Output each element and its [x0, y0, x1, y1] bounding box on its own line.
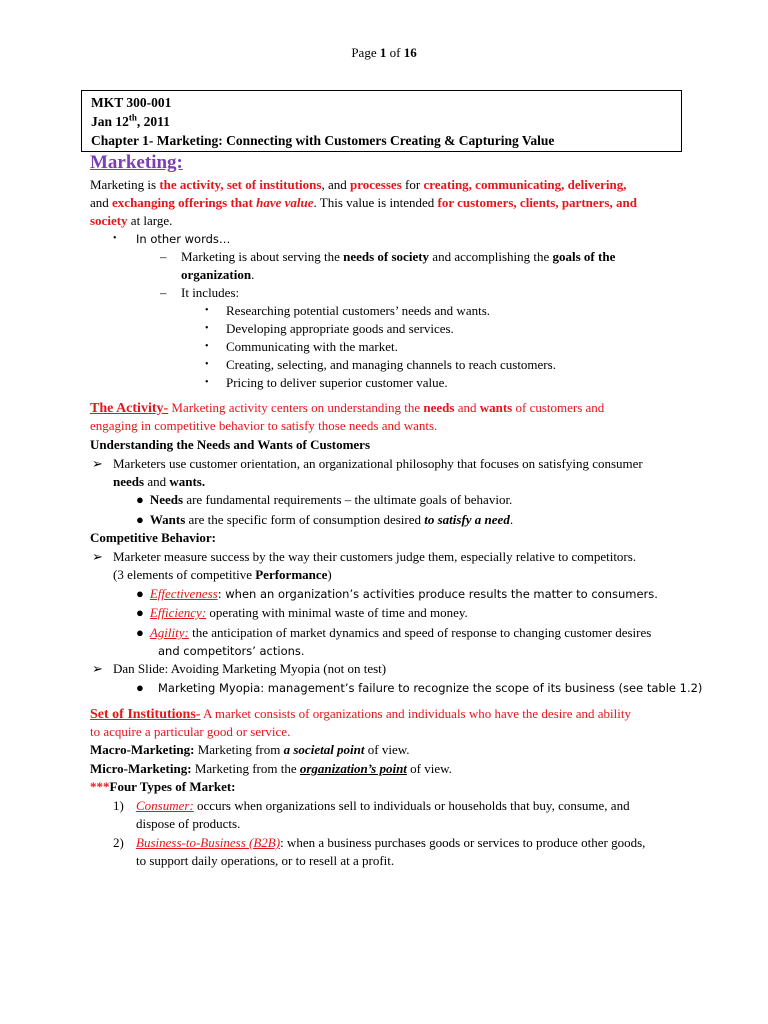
agility-item-line-1: Agility: the anticipation of market dynamics and speed of response to changing customer desires: [149, 625, 652, 640]
disc-bullet-icon: ●: [136, 586, 144, 601]
other-words: In other words…: [136, 232, 231, 246]
competitive-heading: Competitive Behavior:: [90, 530, 217, 545]
includes-item: Pricing to deliver superior customer value.: [226, 375, 448, 390]
dash-icon: –: [160, 249, 167, 264]
customer-orientation-line-1: Marketers use customer orientation, an organizational philosophy that focuses on satisfying consumer: [113, 456, 643, 471]
bullet-dot-icon: •: [205, 323, 209, 334]
bullet-dot-icon: •: [205, 305, 209, 316]
customer-orientation-line-2: needs and wants.: [113, 474, 206, 489]
agility-item-line-2: and competitors’ actions.: [158, 644, 305, 658]
disc-bullet-icon: ●: [136, 680, 144, 695]
it-includes: It includes:: [181, 285, 240, 300]
bullet-dot-icon: •: [205, 341, 209, 352]
page-total: 16: [403, 45, 417, 60]
disc-bullet-icon: ●: [136, 492, 144, 507]
type-b2b-line-1: Business-to-Business (B2B): when a business purchases goods or services to produce other goods,: [136, 835, 646, 850]
chapter-title: Chapter 1- Marketing: Connecting with Customers Creating & Capturing Value: [91, 133, 555, 148]
includes-item: Communicating with the market.: [226, 339, 398, 354]
bullet-dot-icon: •: [205, 377, 209, 388]
marketing-title: Marketing:: [90, 152, 183, 173]
arrow-bullet-icon: ➢: [92, 661, 103, 676]
micro-marketing: Micro-Marketing: Marketing from the organization’s point of view.: [90, 761, 452, 776]
bullet-dot-icon: •: [113, 233, 117, 244]
activity-title: The Activity-: [90, 401, 169, 416]
disc-bullet-icon: ●: [136, 512, 144, 527]
dan-slide: Dan Slide: Avoiding Marketing Myopia (not on test): [113, 661, 387, 676]
myopia-item: Marketing Myopia: management’s failure to recognize the scope of its business (see table 1.2): [158, 681, 703, 695]
type-b2b-line-2: to support daily operations, or to resell at a profit.: [136, 853, 395, 868]
type-number: 2): [113, 835, 124, 850]
wants-item: Wants are the specific form of consumption desired to satisfy a need.: [149, 512, 514, 527]
type-number: 1): [113, 798, 124, 813]
type-consumer-line-2: dispose of products.: [136, 816, 241, 831]
page-indicator: [0, 44, 768, 62]
success-line-1: Marketer measure success by the way their customers judge them, especially relative to competitors.: [113, 549, 637, 564]
success-line-2: (3 elements of competitive Performance): [113, 567, 332, 582]
activity-line-2: engaging in competitive behavior to satisfy those needs and wants.: [90, 418, 438, 433]
needs-wants-heading: Understanding the Needs and Wants of Customers: [90, 437, 371, 452]
bullet-dot-icon: •: [205, 359, 209, 370]
macro-marketing: Macro-Marketing: Marketing from a societal point of view.: [90, 742, 410, 757]
page-current: 1: [379, 45, 387, 60]
disc-bullet-icon: ●: [136, 625, 144, 640]
institutions-line-1: Set of Institutions- A market consists of organizations and individuals who have the desire and ability: [90, 706, 631, 722]
course-code: MKT 300-001: [91, 95, 172, 110]
definition-line-2: and exchanging offerings that have value. This value is intended for customers, clients, partners, and: [90, 195, 637, 210]
arrow-bullet-icon: ➢: [92, 549, 103, 564]
includes-item: Researching potential customers’ needs and wants.: [226, 303, 491, 318]
lecture-date: Jan 12th, 2011: [91, 112, 170, 129]
page-prefix: Page: [351, 45, 380, 60]
serving-needs-line-2: organization.: [181, 267, 255, 282]
institutions-title: Set of Institutions-: [90, 707, 201, 722]
header-box: [81, 90, 682, 152]
definition-line-3: society at large.: [90, 213, 173, 228]
effectiveness-item: Effectiveness: when an organization’s activities produce results the matter to consumers.: [149, 586, 658, 601]
page-mid: of: [386, 45, 404, 60]
institutions-line-2: to acquire a particular good or service.: [90, 724, 291, 739]
includes-item: Creating, selecting, and managing channels to reach customers.: [226, 357, 556, 372]
dash-icon: –: [160, 285, 167, 300]
type-consumer-line-1: Consumer: occurs when organizations sell to individuals or households that buy, consume, and: [136, 798, 630, 813]
includes-item: Developing appropriate goods and services.: [226, 321, 454, 336]
needs-item: Needs are fundamental requirements – the ultimate goals of behavior.: [149, 492, 513, 507]
efficiency-item: Efficiency: operating with minimal waste of time and money.: [149, 605, 468, 620]
definition-line-1: Marketing is the activity, set of institutions, and processes for creating, communicating, delivering,: [90, 177, 627, 192]
four-types-heading: ***Four Types of Market:: [90, 779, 236, 794]
activity-line-1: The Activity- Marketing activity centers on understanding the needs and wants of customers and: [90, 400, 605, 416]
disc-bullet-icon: ●: [136, 605, 144, 620]
serving-needs-line-1: Marketing is about serving the needs of society and accomplishing the goals of the: [181, 249, 616, 264]
arrow-bullet-icon: ➢: [92, 456, 103, 471]
